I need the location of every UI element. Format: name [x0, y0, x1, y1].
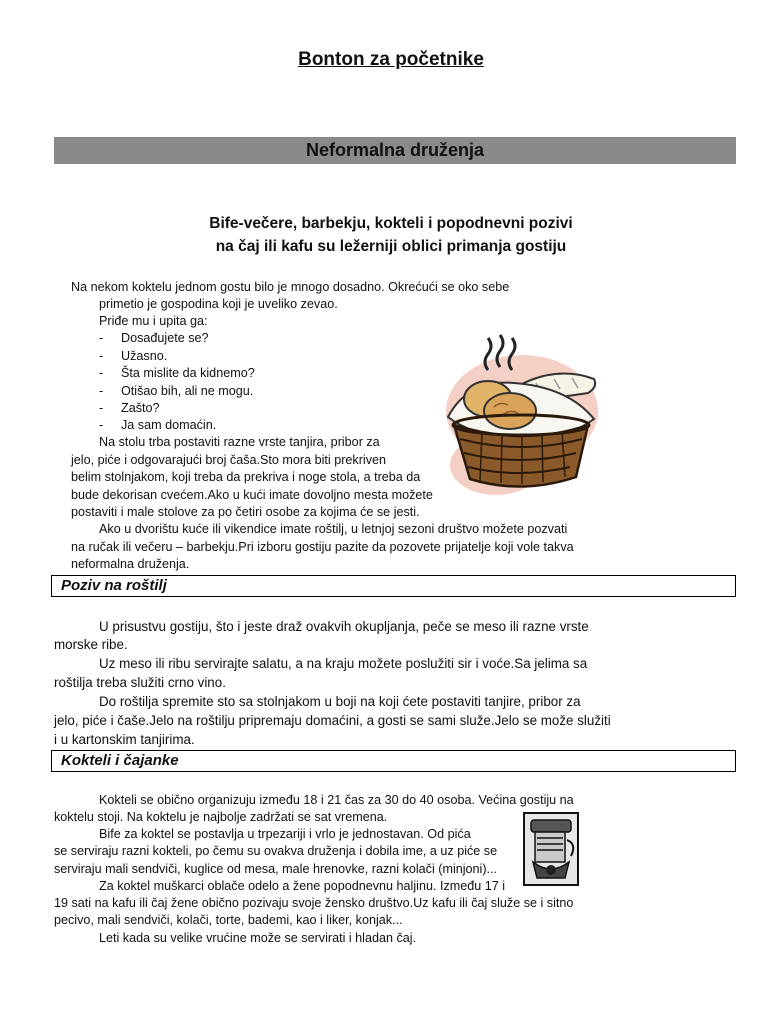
section-band [54, 137, 736, 164]
text-line: Priđe mu i upita ga: [99, 314, 208, 328]
dialog-item: - Ja sam domaćin. [99, 418, 217, 432]
text-line: Ako u dvorištu kuće ili vikendice imate roštilj, u letnjoj sezoni društvo možete pozvati [99, 522, 568, 536]
text-line: na ručak ili večeru – barbekju.Pri izboru gostiju pazite da pozovete prijatelje koji vole takva [71, 540, 574, 554]
dialog-item: - Dosađujete se? [99, 331, 209, 345]
text-line: jelo, piće i čaše.Jelo na roštilju pripremaju domaćini, a gosti se sami služe.Jelo se može služiti [54, 713, 611, 728]
text-line: Uz meso ili ribu servirajte salatu, a na kraju možete poslužiti sir i voće.Sa jelima sa [99, 656, 588, 671]
dialog-text: Ja sam domaćin. [121, 418, 217, 432]
text-line: 19 sati na kafu ili čaj žene obično pozivaju svoje žensko društvo.Uz kafu ili čaj služe se i sitno [54, 896, 574, 910]
text-line: roštilja treba služiti crno vino. [54, 675, 226, 690]
dialog-text: Užasno. [121, 349, 168, 363]
document-title: Bonton za početnike [298, 49, 484, 70]
intro-heading: Bife-večere, barbekju, kokteli i popodnevni pozivi na čaj ili kafu su ležerniji oblici primanja gostiju [209, 215, 573, 255]
dialog-item: - Zašto? [99, 401, 160, 415]
text-line: Do roštilja spremite sto sa stolnjakom u boji na koji ćete postaviti tanjire, pribor za [99, 694, 581, 709]
text-line: U prisustvu gostiju, što i jeste draž ovakvih okupljanja, peče se meso ili razne vrste [99, 619, 589, 634]
text-line: neformalna druženja. [71, 557, 190, 571]
text-line: serviraju mali sendviči, kuglice od mesa, male hrenovke, razni kolači (minjoni)... [54, 862, 498, 876]
section-heading-box [51, 575, 736, 597]
dialog-text: Dosađujete se? [121, 331, 209, 345]
dialog-text: Šta mislite da kidnemo? [121, 366, 255, 380]
text-line: i u kartonskim tanjirima. [54, 732, 195, 747]
text-line: pecivo, mali sendviči, kolači, torte, bademi, kao i liker, konjak... [54, 913, 403, 927]
text-line: Leti kada su velike vrućine može se servirati i hladan čaj. [99, 931, 417, 945]
text-line: bude dekorisan cvećem.Ako u kući imate dovoljno mesta možete [71, 488, 433, 502]
text-line: Bife za koktel se postavlja u trpezariji i vrlo je jednostavan. Od pića [99, 827, 471, 841]
text-line: primetio je gospodina koji je uveliko zevao. [99, 297, 338, 311]
section-title: Poziv na roštilj [61, 577, 167, 594]
section-title: Kokteli i čajanke [61, 752, 179, 769]
bread-basket-icon [436, 325, 600, 505]
text-line: postaviti i male stolove za po četiri osobe za kojima će se jesti. [71, 505, 420, 519]
dialog-text: Zašto? [121, 401, 160, 415]
dialog-item: - Otišao bih, ali ne mogu. [99, 384, 254, 398]
text-line: Za koktel muškarci oblače odelo a žene popodnevnu haljinu. Između 17 i [99, 879, 506, 893]
text-line: belim stolnjakom, koji treba da prekriva i noge stola, a treba da [71, 470, 421, 484]
text-line: koktelu stoji. Na koktelu je najbolje zadržati se sat vremena. [54, 810, 388, 824]
dialog-item: - Užasno. [99, 349, 168, 363]
text-line: Na stolu trba postaviti razne vrste tanjira, pribor za [99, 435, 380, 449]
dialog-text: Otišao bih, ali ne mogu. [121, 384, 254, 398]
section-heading-box [51, 750, 736, 772]
dialog-item: - Šta mislite da kidnemo? [99, 366, 255, 380]
text-line: Kokteli se obično organizuju između 18 i 21 čas za 30 do 40 osoba. Većina gostiju na [99, 793, 574, 807]
text-line: se serviraju razni kokteli, po čemu su ovakva druženja i dobila ime, a uz piće se [54, 844, 498, 858]
coffee-maker-icon [523, 812, 579, 886]
text-line: jelo, piće i odgovarajući broj čaša.Sto mora biti prekriven [71, 453, 386, 467]
text-line: morske ribe. [54, 637, 128, 652]
text-line: Na nekom koktelu jednom gostu bilo je mnogo dosadno. Okrećući se oko sebe [71, 280, 510, 294]
band-heading: Neformalna druženja [305, 140, 485, 160]
